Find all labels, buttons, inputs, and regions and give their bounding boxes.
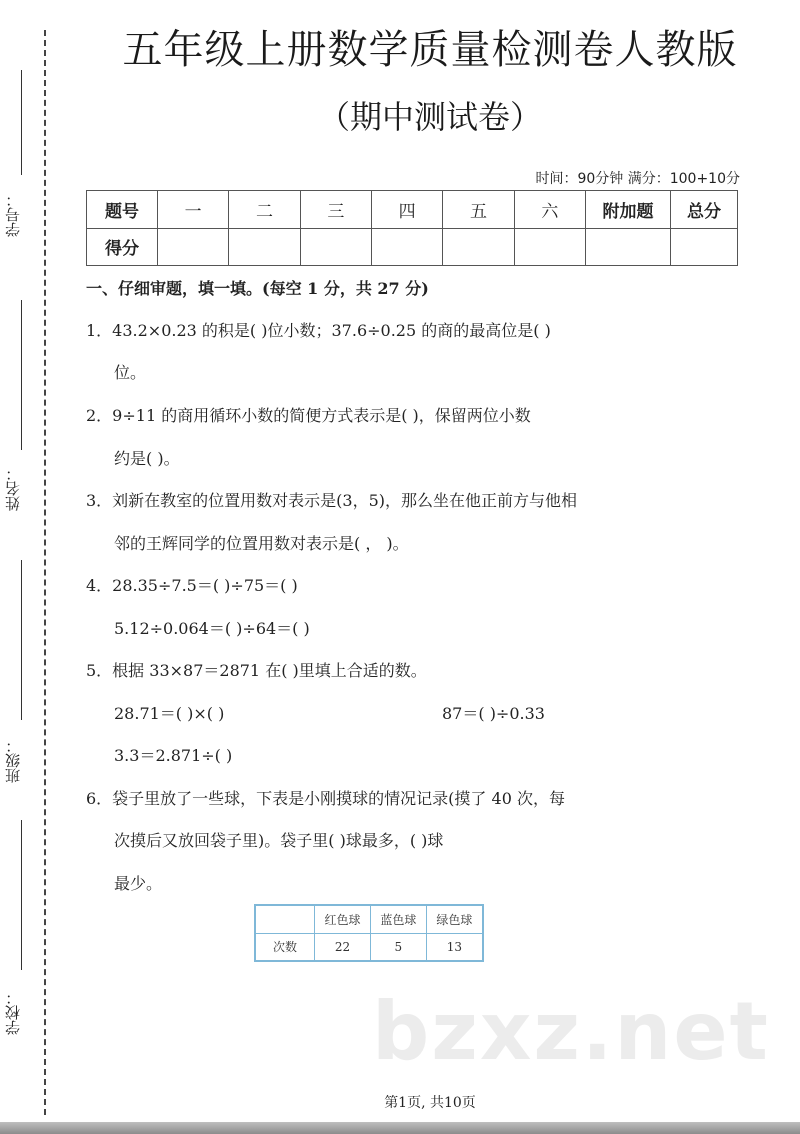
name-label: 姓名：: [4, 466, 22, 511]
question-5-line-1: 5．根据 33×87＝2871 在( )里填上合适的数。: [86, 661, 427, 680]
ball-table-value: 5: [370, 933, 426, 961]
score-cell[interactable]: [586, 228, 671, 266]
ball-table-header: 红色球: [315, 905, 371, 933]
binding-dashed-line: [44, 30, 46, 1115]
score-header-cell: 一: [158, 191, 229, 229]
question-5-line-2b: 87＝( )÷0.33: [442, 704, 545, 723]
ball-table-header-row: [255, 905, 483, 933]
question-5-line-2a: 28.71＝( )×( ): [114, 704, 225, 723]
question-4-line-1: 4．28.35÷7.5＝( )÷75＝( ): [86, 576, 298, 595]
section-1-title: 一、仔细审题，填一填。(每空 1 分，共 27 分): [86, 279, 429, 298]
ball-table-value: 22: [315, 933, 371, 961]
class-line: [21, 560, 22, 720]
page-subtitle: （期中测试卷）: [317, 98, 542, 136]
ball-table-corner: [255, 905, 315, 933]
question-3-line-1: 3．刘新在教室的位置用数对表示是(3，5)，那么坐在他正前方与他相: [86, 491, 578, 510]
name-line: [21, 300, 22, 450]
score-row-label: 得分: [87, 228, 158, 266]
school-line: [21, 820, 22, 970]
bottom-edge-bar: [0, 1122, 800, 1134]
question-6-line-2: 次摸后又放回袋子里)。袋子里( )球最多，( )球: [114, 831, 444, 850]
question-6-line-1: 6．袋子里放了一些球，下表是小刚摸球的情况记录(摸了 40 次，每: [86, 789, 565, 808]
ball-table-header: 绿色球: [426, 905, 483, 933]
student-no-line: [21, 70, 22, 175]
page-title: 五年级上册数学质量检测卷人教版: [122, 27, 738, 73]
score-header-cell: 四: [371, 191, 442, 229]
score-table-score-row: [87, 228, 738, 266]
student-no-label: 学号：: [4, 192, 22, 237]
ball-table-value: 13: [426, 933, 483, 961]
score-cell[interactable]: [158, 228, 229, 266]
score-header-cell: 六: [514, 191, 585, 229]
score-cell[interactable]: [229, 228, 300, 266]
class-label: 班级：: [4, 738, 22, 783]
question-5-line-3: 3.3＝2.871÷( ): [114, 746, 233, 765]
question-2-line-2: 约是( )。: [114, 449, 180, 468]
ball-table-header: 蓝色球: [370, 905, 426, 933]
score-cell[interactable]: [300, 228, 371, 266]
score-table-header-row: [87, 191, 738, 229]
watermark: bzxz.net: [372, 985, 770, 1078]
question-2-line-1: 2．9÷11 的商用循环小数的简便方式表示是( )，保留两位小数: [86, 406, 531, 425]
score-header-cell: 五: [443, 191, 514, 229]
page-footer: 第1页, 共10页: [384, 1095, 476, 1111]
score-table: [86, 190, 738, 266]
school-label: 学校：: [4, 990, 22, 1035]
score-header-cell: 总分: [671, 191, 738, 229]
score-cell[interactable]: [371, 228, 442, 266]
ball-table-row-label: 次数: [255, 933, 315, 961]
score-cell[interactable]: [514, 228, 585, 266]
exam-meta: 时间：90分钟 满分：100+10分: [535, 171, 740, 187]
ball-table-data-row: [255, 933, 483, 961]
question-1-line-1: 1．43.2×0.23 的积是( )位小数；37.6÷0.25 的商的最高位是( ): [86, 321, 551, 340]
score-cell[interactable]: [443, 228, 514, 266]
score-header-cell: 题号: [87, 191, 158, 229]
score-header-cell: 附加题: [586, 191, 671, 229]
question-3-line-2: 邻的王辉同学的位置用数对表示是( ， )。: [114, 534, 409, 553]
question-4-line-2: 5.12÷0.064＝( )÷64＝( ): [114, 619, 310, 638]
question-1-line-2: 位。: [114, 363, 147, 382]
score-header-cell: 三: [300, 191, 371, 229]
score-header-cell: 二: [229, 191, 300, 229]
score-cell[interactable]: [671, 228, 738, 266]
ball-record-table: [254, 904, 484, 962]
question-6-line-3: 最少。: [114, 874, 163, 893]
